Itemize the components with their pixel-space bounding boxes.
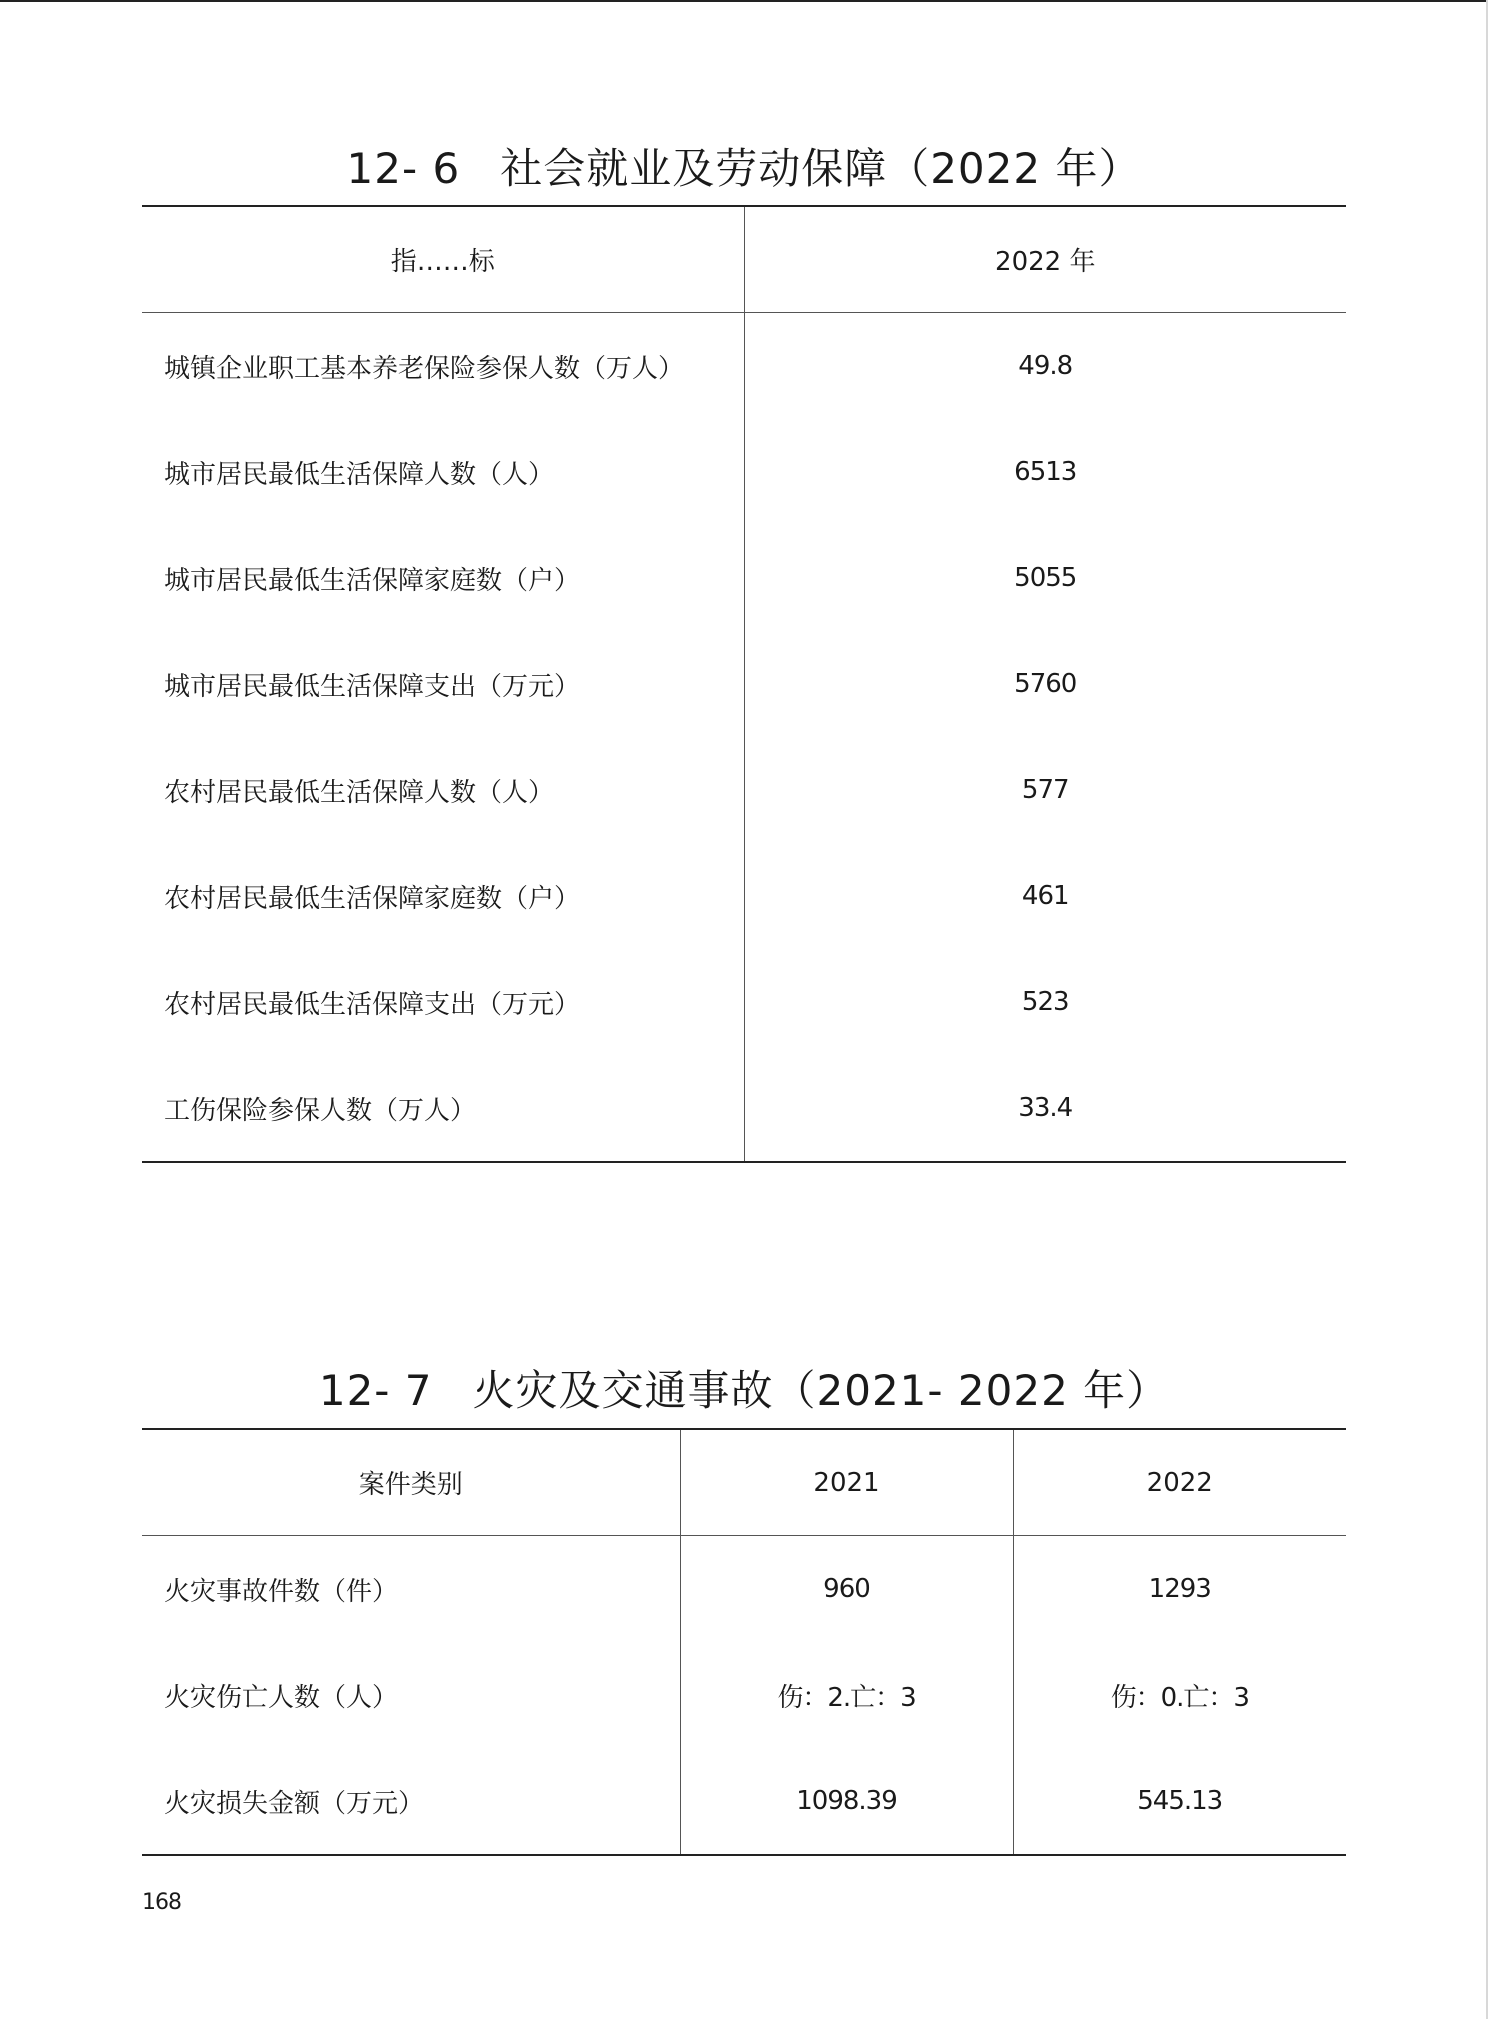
table-row (142, 1055, 1346, 1162)
table2-title-text: 火灾及交通事故（2021- 2022 年） (472, 1366, 1170, 1415)
indicator-header: 指……标 (142, 206, 744, 313)
indicator-label: 农村居民最低生活保障人数（人） (164, 777, 555, 808)
indicator-value: 461 (744, 843, 1346, 949)
indicator-label: 工伤保险参保人数（万人） (164, 1095, 477, 1126)
table-row (142, 949, 1346, 1055)
table1-title (142, 136, 1346, 196)
indicator-value: 523 (744, 949, 1346, 1055)
table-header-row (142, 1429, 1346, 1536)
table2-title (142, 1358, 1346, 1418)
value-2022: 545.13 (1013, 1748, 1346, 1855)
indicator-label: 城市居民最低生活保障支出（万元） (164, 671, 581, 702)
table1-title-text: 社会就业及劳动保障（2022 年） (500, 144, 1142, 193)
indicator-label: 城市居民最低生活保障家庭数（户） (164, 565, 581, 596)
page-top-border (0, 0, 1488, 2)
indicator-value: 577 (744, 737, 1346, 843)
category-header: 案件类别 (142, 1429, 680, 1536)
value-2022: 伤：0.亡：3 (1013, 1642, 1346, 1748)
indicator-value: 6513 (744, 419, 1346, 525)
table-row (142, 1748, 1346, 1855)
employment-security-table (142, 205, 1346, 1163)
category-label: 火灾事故件数（件） (164, 1576, 399, 1607)
value-2021: 伤：2.亡：3 (680, 1642, 1013, 1748)
year-2021-header: 2021 (680, 1429, 1013, 1536)
table1-number: 12- 6 (346, 144, 461, 193)
year-2022-header: 2022 (1013, 1429, 1346, 1536)
value-2022: 1293 (1013, 1536, 1346, 1643)
indicator-label: 城市居民最低生活保障人数（人） (164, 459, 555, 490)
table-header-row (142, 206, 1346, 313)
indicator-value: 33.4 (744, 1055, 1346, 1162)
indicator-value: 49.8 (744, 313, 1346, 420)
table-row (142, 1536, 1346, 1643)
category-label: 火灾伤亡人数（人） (164, 1682, 399, 1713)
table-row (142, 631, 1346, 737)
table2-number: 12- 7 (318, 1366, 433, 1415)
fire-traffic-accident-table (142, 1428, 1346, 1856)
indicator-label: 城镇企业职工基本养老保险参保人数（万人） (164, 353, 685, 384)
value-2021: 960 (680, 1536, 1013, 1643)
year-2022-header: 2022 年 (744, 206, 1346, 313)
indicator-value: 5760 (744, 631, 1346, 737)
table-row (142, 313, 1346, 420)
table-row (142, 1642, 1346, 1748)
value-2021: 1098.39 (680, 1748, 1013, 1855)
category-label: 火灾损失金额（万元） (164, 1788, 425, 1819)
indicator-value: 5055 (744, 525, 1346, 631)
table-row (142, 737, 1346, 843)
table-row (142, 843, 1346, 949)
table-row (142, 419, 1346, 525)
table-row (142, 525, 1346, 631)
indicator-label: 农村居民最低生活保障家庭数（户） (164, 883, 581, 914)
indicator-label: 农村居民最低生活保障支出（万元） (164, 989, 581, 1020)
page-number: 168 (142, 1890, 181, 1915)
